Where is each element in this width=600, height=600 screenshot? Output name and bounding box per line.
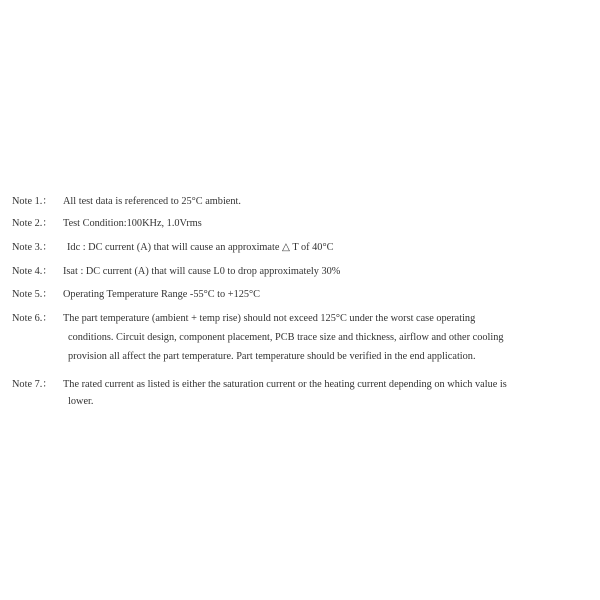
note-text: The rated current as listed is either the saturation current or the heating current depending on which value is bbox=[63, 379, 507, 390]
note-text: Isat : DC current (A) that will cause L0 to drop approximately 30% bbox=[63, 266, 341, 277]
note-text: The part temperature (ambient + temp rise) should not exceed 125°C under the worst case operating bbox=[63, 313, 476, 324]
note-label: Note 2.： bbox=[12, 218, 53, 229]
note-text: Idc : DC current (A) that will cause an approximate △ T of 40°C bbox=[67, 242, 334, 253]
note-4 bbox=[12, 262, 592, 284]
note-label: Note 6.： bbox=[12, 313, 53, 324]
note-text: Operating Temperature Range -55°C to +125°C bbox=[63, 289, 260, 300]
note-label: Note 1.： bbox=[12, 196, 53, 207]
note-1 bbox=[12, 192, 592, 212]
notes-section bbox=[12, 190, 592, 407]
note-text: lower. bbox=[68, 396, 94, 407]
note-7 bbox=[12, 375, 592, 415]
note-5 bbox=[12, 285, 592, 307]
note-3 bbox=[12, 238, 592, 260]
note-label: Note 7.： bbox=[12, 379, 53, 390]
note-2 bbox=[12, 214, 592, 236]
note-6 bbox=[12, 309, 592, 372]
note-text: All test data is referenced to 25°C ambient. bbox=[63, 196, 241, 207]
note-text: Test Condition:100KHz, 1.0Vrms bbox=[63, 218, 202, 229]
note-label: Note 3.： bbox=[12, 242, 53, 253]
note-text: conditions. Circuit design, component placement, PCB trace size and thickness, airflow and other cooling bbox=[68, 332, 504, 343]
note-label: Note 4.： bbox=[12, 266, 53, 277]
note-text: provision all affect the part temperature. Part temperature should be verified in the end application. bbox=[68, 351, 476, 362]
note-label: Note 5.： bbox=[12, 289, 53, 300]
